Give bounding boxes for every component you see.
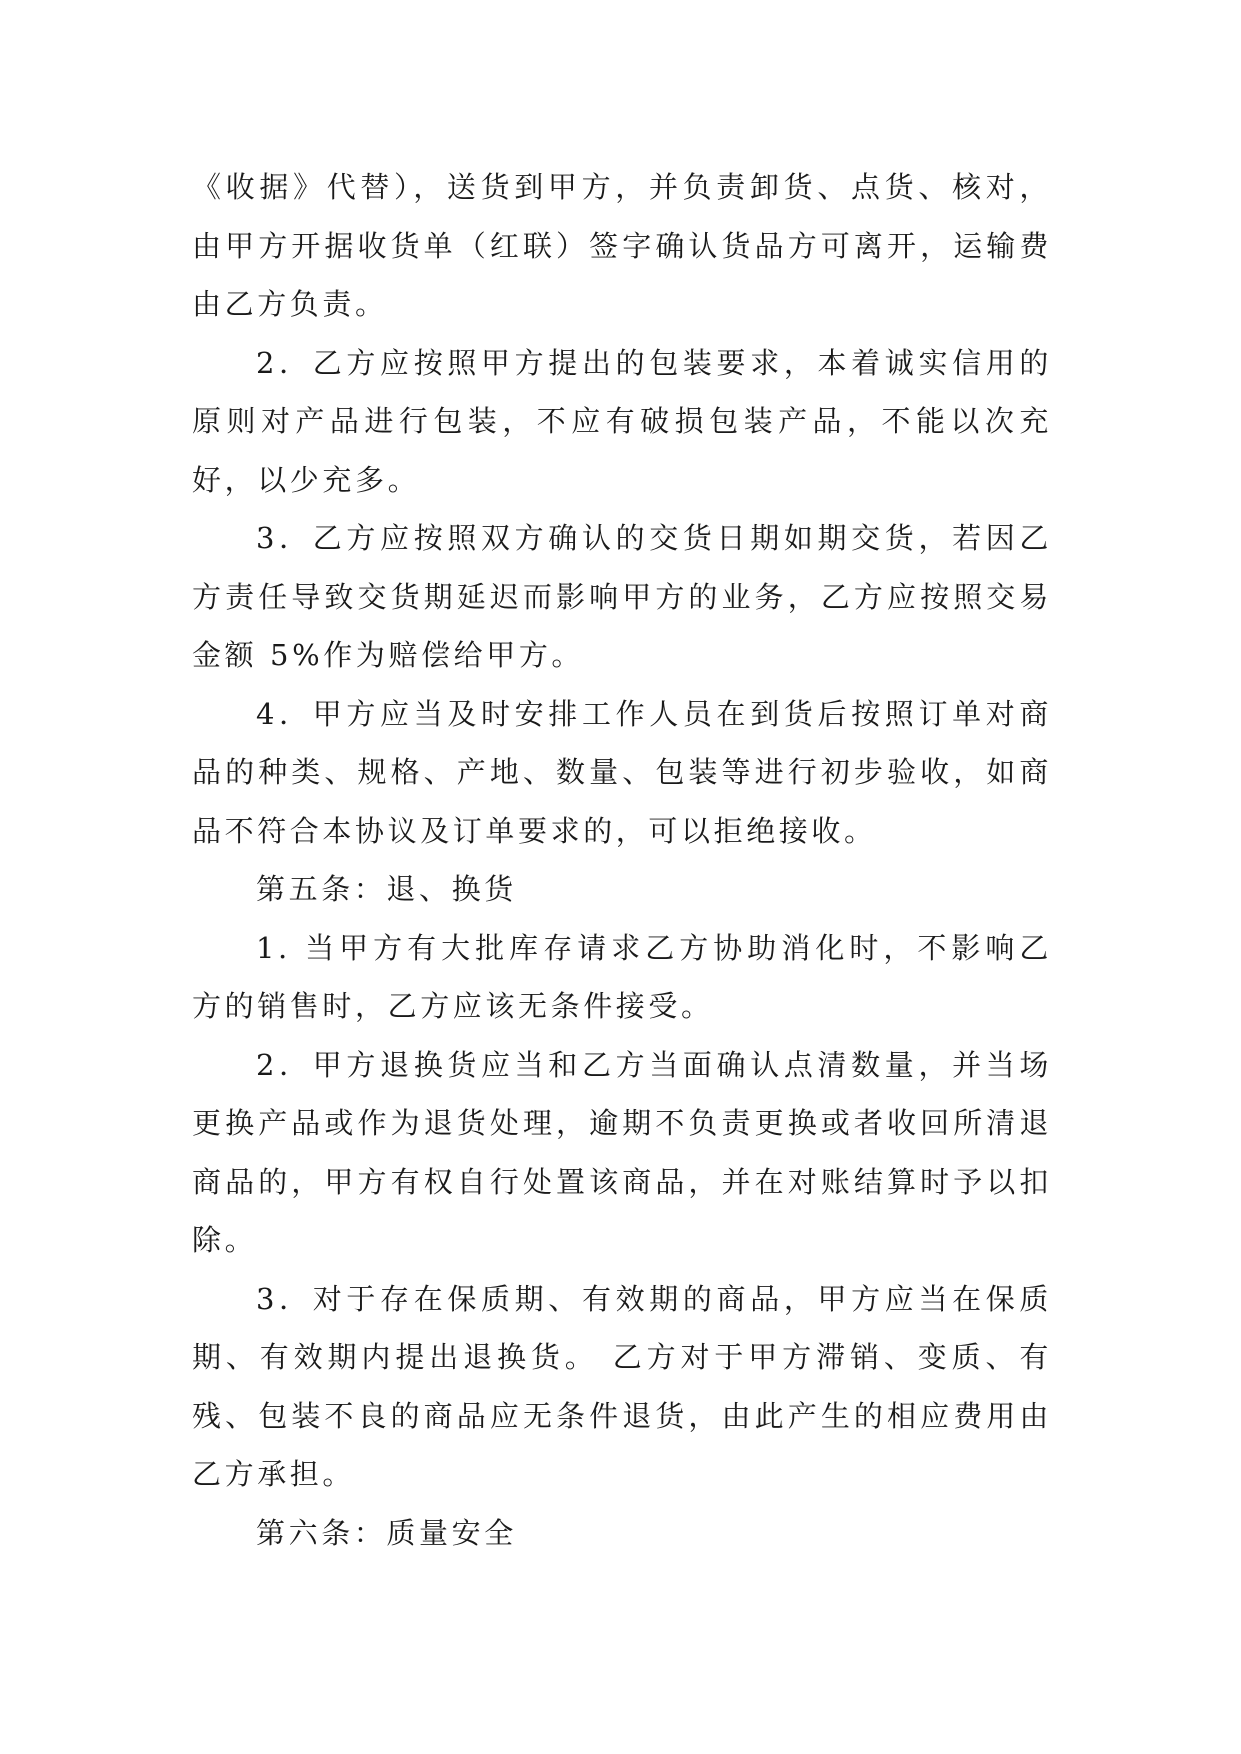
paragraph-clause-4-2: 2．乙方应按照甲方提出的包装要求，本着诚实信用的原则对产品进行包装，不应有破损包装产品，不能以次充好，以少充多。 — [192, 345, 1052, 497]
section-heading-article-6: 第六条：质量安全 — [256, 1515, 517, 1550]
paragraph-clause-5-1: 1. 当甲方有大批库存请求乙方协助消化时，不影响乙方的销售时，乙方应该无条件接受。 — [192, 930, 1052, 1023]
paragraph-clause-5-3: 3．对于存在保质期、有效期的商品，甲方应当在保质期、有效期内提出退换货。 乙方对于甲方滞销、变质、有残、包装不良的商品应无条件退货，由此产生的相应费用由乙方承担。 — [192, 1281, 1052, 1491]
paragraph-delivery-continued: 《收据》代替），送货到甲方，并负责卸货、点货、核对，由甲方开据收货单（红联）签字确认货品方可离开，运输费由乙方负责。 — [192, 170, 1052, 321]
paragraph-clause-5-2: 2．甲方退换货应当和乙方当面确认点清数量，并当场更换产品或作为退货处理，逾期不负责更换或者收回所清退商品的，甲方有权自行处置该商品，并在对账结算时予以扣除。 — [192, 1047, 1052, 1257]
paragraph-clause-4-3: 3．乙方应按照双方确认的交货日期如期交货，若因乙方责任导致交货期延迟而影响甲方的业务，乙方应按照交易金额 5%作为赔偿给甲方。 — [192, 521, 1052, 672]
document-body — [192, 158, 1052, 1562]
paragraph-clause-4-4: 4．甲方应当及时安排工作人员在到货后按照订单对商品的种类、规格、产地、数量、包装等进行初步验收，如商品不符合本协议及订单要求的，可以拒绝接收。 — [192, 696, 1052, 848]
section-heading-article-5: 第五条：退、换货 — [256, 872, 517, 906]
